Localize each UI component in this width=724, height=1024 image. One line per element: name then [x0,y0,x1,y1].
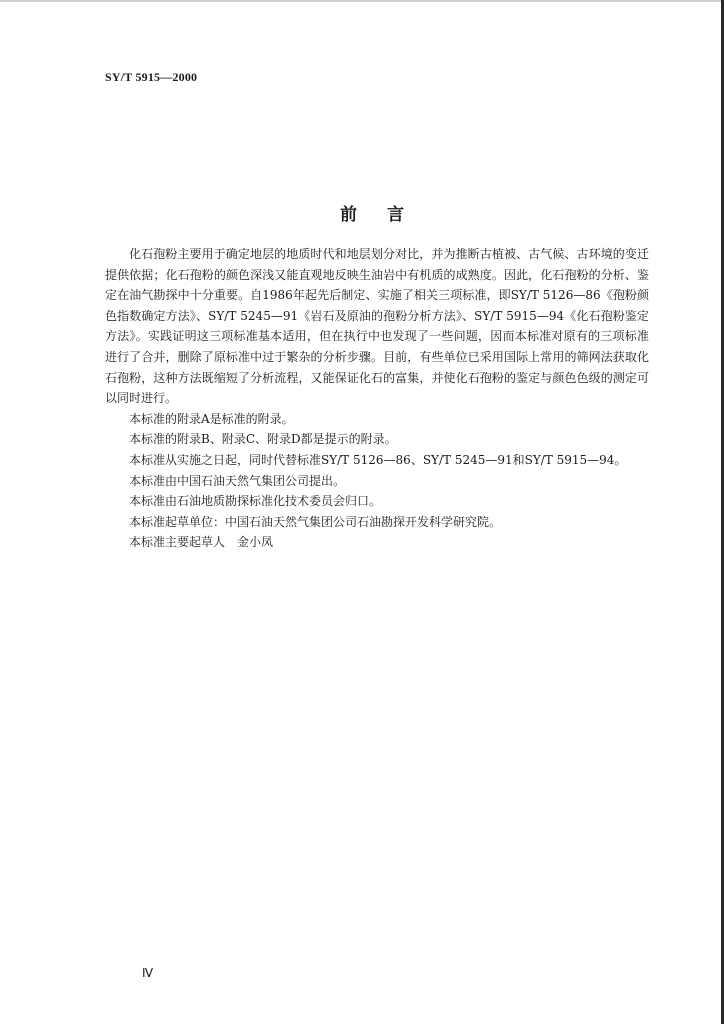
preface-item-drafter: 本标准主要起草人 金小凤 [129,535,274,550]
page-title [340,200,404,225]
preface-body [105,244,649,553]
preface-item-committee: 本标准由石油地质勘探标准化技术委员会归口。 [129,494,382,509]
preface-item-proposer: 本标准由中国石油天然气集团公司提出。 [129,473,346,488]
page-number: Ⅳ [142,966,154,980]
preface-item-appendix-bcd: 本标准的附录B、附录C、附录D都是提示的附录。 [129,432,397,447]
document-code: SY/T 5915—2000 [105,70,198,84]
title-char-2: 言 [387,205,404,225]
title-char-1: 前 [340,205,357,225]
main-paragraph: 化石孢粉主要用于确定地层的地质时代和地层划分对比，并为推断古植被、古气候、古环境的变迁提供依据；化石孢粉的颜色深浅又能直观地反映生油岩中有机质的成熟度。因此，化石孢粉的分析、鉴定在油气勘探中十分重要。自1986年起先后制定、实施了相关三项标准，即SY/T 5126—86《孢粉颜色指数确定方法》、SY/T 5245—91《岩石及原油的孢粉分析方法》、SY/T 5915—94《化石孢粉鉴定方法》。实践证明这三项标准基本适用，但在执行中也发现了一些问题，因而本标准对原有的三项标准进行了合并，删除了原标准中过于繁杂的分析步骤。目前，有些单位已采用国际上常用的筛网法获取化石孢粉，这种方法既缩短了分析流程，又能保证化石的富集，并使化石孢粉的鉴定与颜色色级的测定可以同时进行。 [105,247,649,406]
preface-item-replacement: 本标准从实施之日起，同时代替标准SY/T 5126—86、SY/T 5245—91和SY/T 5915—94。 [129,452,627,467]
scan-edge-top [0,0,724,2]
preface-item-appendix-a: 本标准的附录A是标准的附录。 [129,411,294,426]
preface-item-drafting-unit: 本标准起草单位：中国石油天然气集团公司石油勘探开发科学研究院。 [129,514,502,529]
